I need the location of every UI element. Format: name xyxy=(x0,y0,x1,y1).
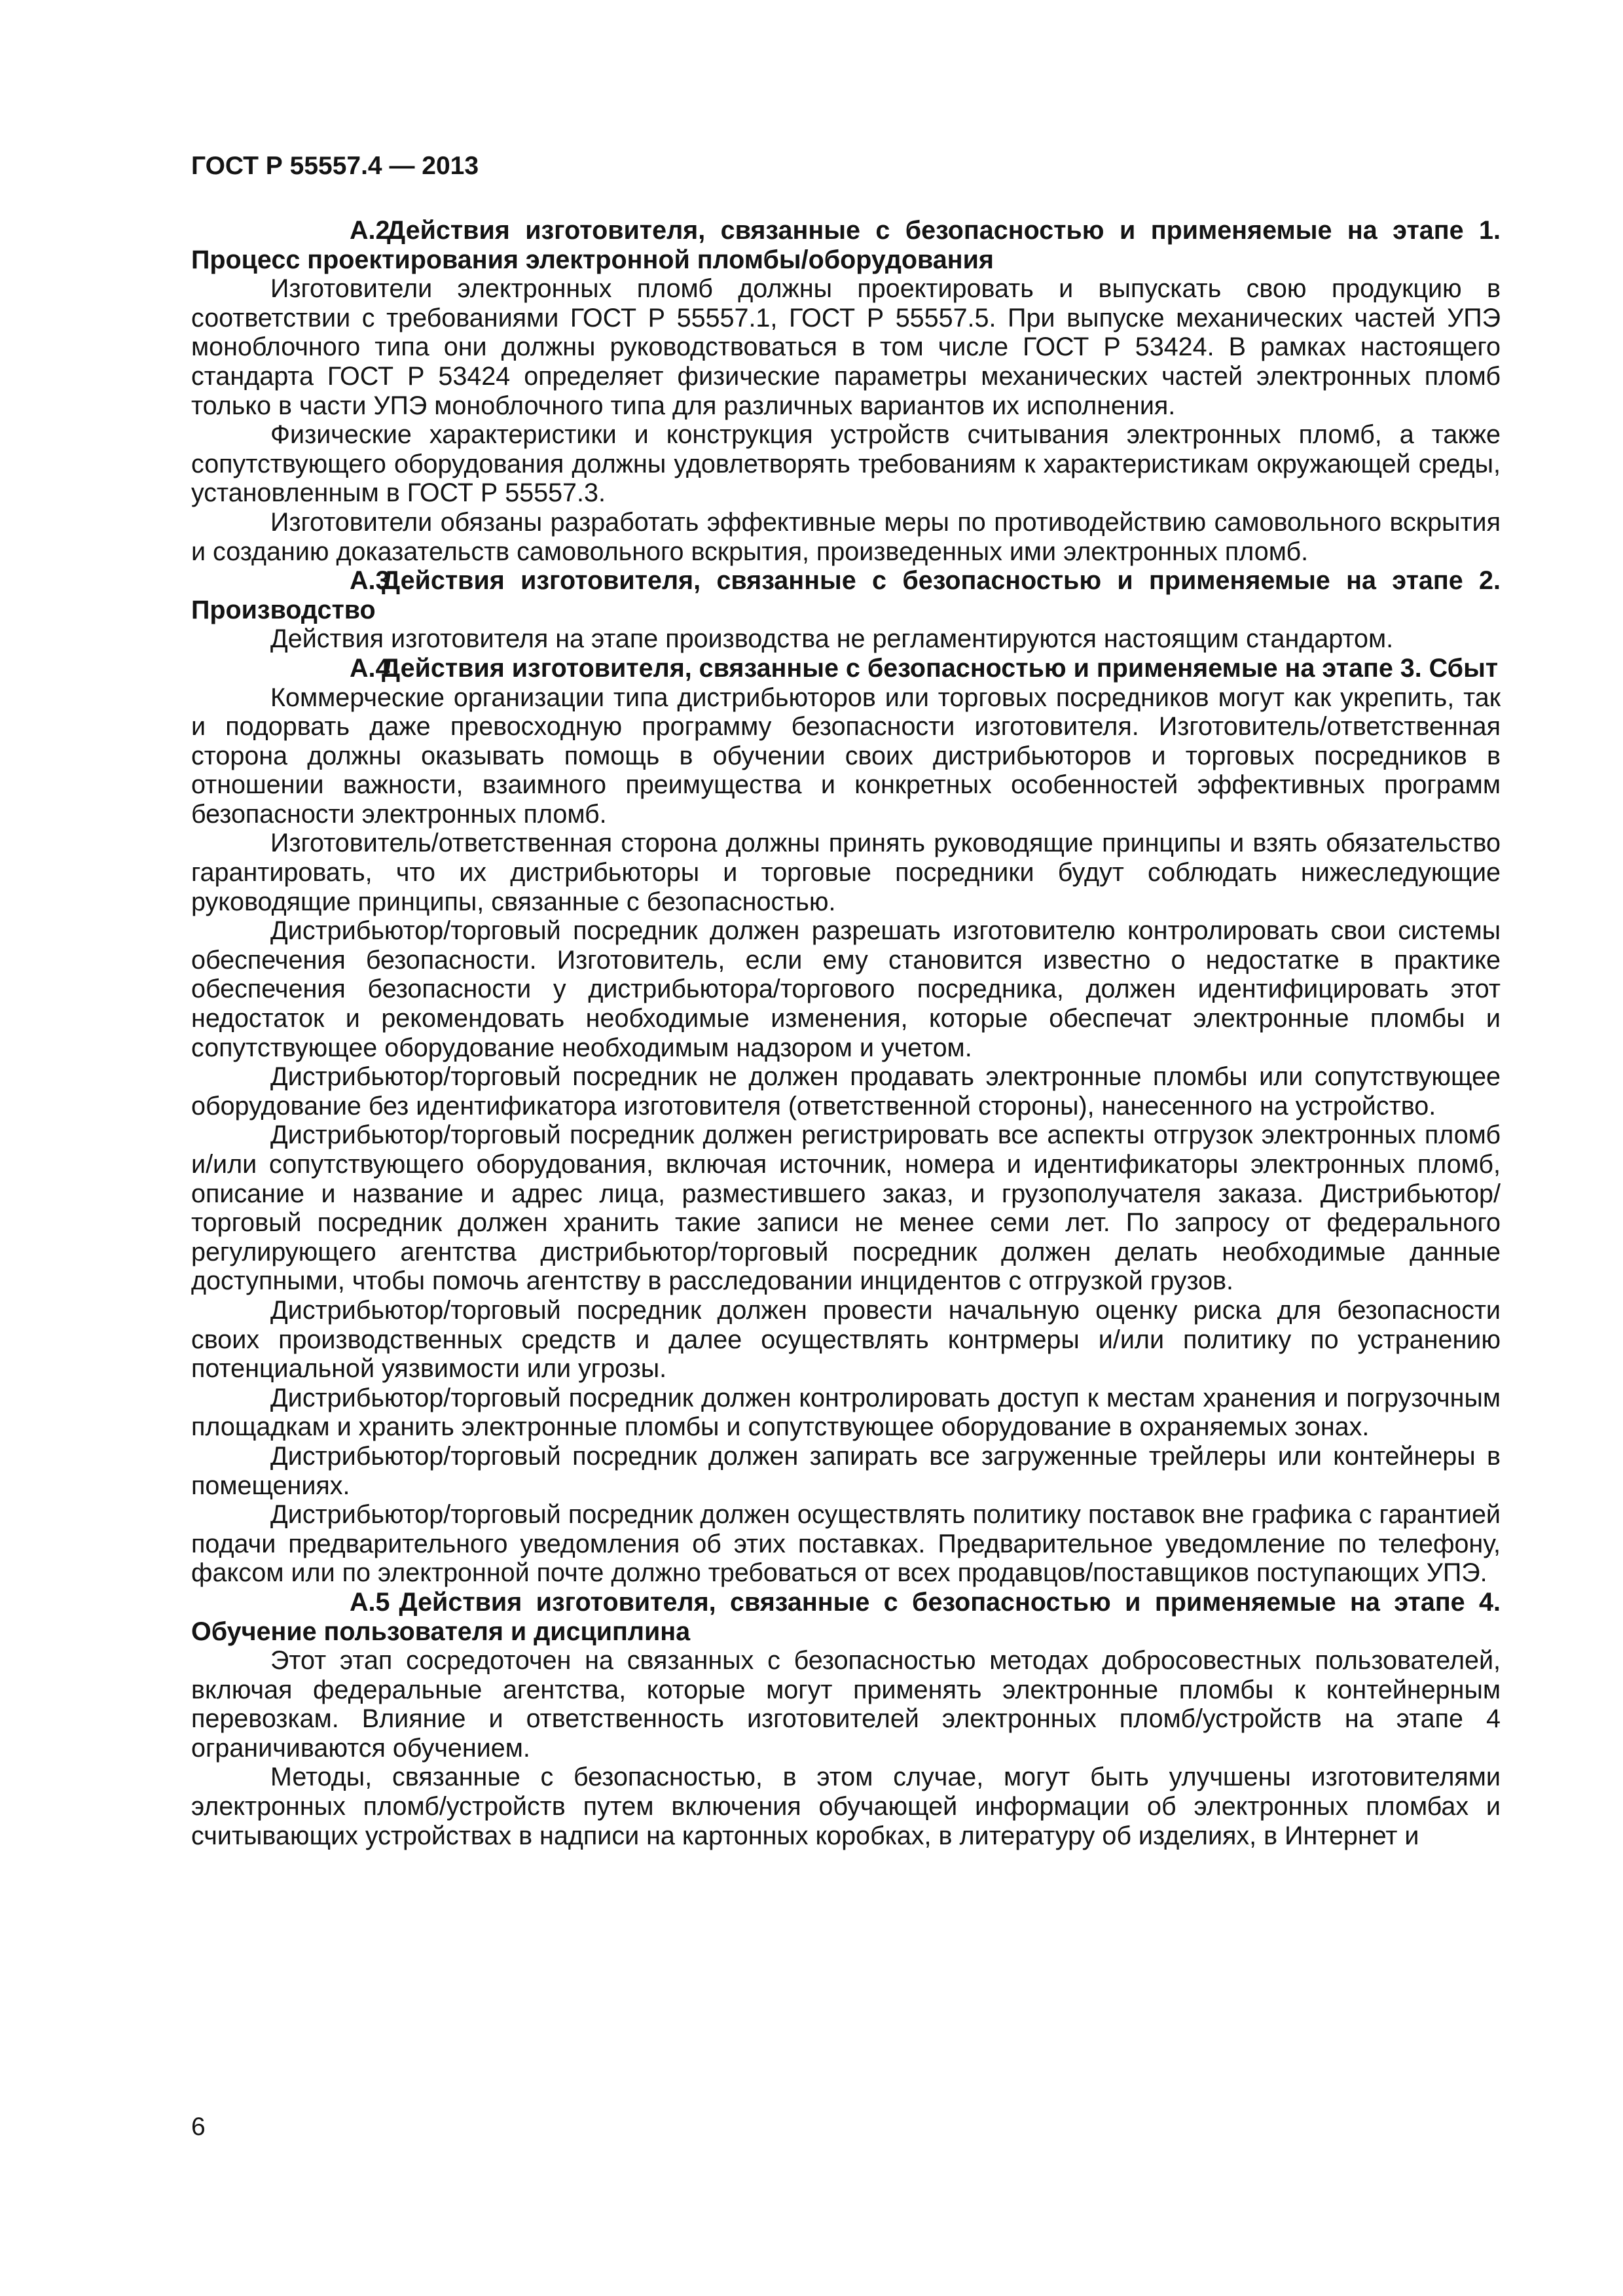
paragraph: Изготовители электронных пломб должны проектировать и выпускать свою продукцию в соответствии с требованиями ГОСТ Р 55557.1, ГОСТ Р 55557.5. При выпуске механических частей УПЭ моноблочного типа они должны руководствоваться в том числе ГОСТ Р 53424. В рамках настоящего стандарта ГОСТ Р 53424 определяет физические параметры механических частей электронных пломб только в части УПЭ моноблочного типа для различных вариантов их исполнения. xyxy=(191,274,1501,420)
paragraph: Дистрибьютор/торговый посредник должен запирать все загруженные трейлеры или контейнеры в помещениях. xyxy=(191,1441,1501,1500)
paragraph: Этот этап сосредоточен на связанных с безопасностью методах добросовестных пользователей, включая федеральные агентства, которые могут применять электронные пломбы к контейнерным перевозкам. Влияние и ответственность изготовителей электронных пломб/устройств на этапе 4 ограничиваются обучением. xyxy=(191,1646,1501,1763)
section-heading-a2 xyxy=(191,216,1501,274)
section-number: А.5 xyxy=(350,1587,390,1617)
paragraph: Дистрибьютор/торговый посредник должен провести начальную оценку риска для безопасности своих производственных средств и далее осуществлять контрмеры и/или политику по устранению потенциальной уязвимости или угрозы. xyxy=(191,1295,1501,1384)
paragraph: Физические характеристики и конструкция устройств считывания электронных пломб, а также сопутствующего оборудования должны удовлетворять требованиям к характеристикам окружающей среды, установленным в ГОСТ Р 55557.3. xyxy=(191,420,1501,508)
paragraph: Дистрибьютор/торговый посредник должен разрешать изготовителю контролировать свои системы обеспечения безопасности. Изготовитель, если ему становится известно о недостатке в практике обеспечения безопасности у дистрибьютора/торгового посредника, должен идентифицировать этот недостаток и рекомендовать необходимые изменения, которые обеспечат электронные пломбы и сопутствующее оборудование необходимым надзором и учетом. xyxy=(191,916,1501,1062)
section-title: Действия изготовителя, связанные с безопасностью и применяемые на этапе 3. Сбыт xyxy=(382,653,1499,683)
paragraph: Дистрибьютор/торговый посредник не должен продавать электронные пломбы или сопутствующее оборудование без идентификатора изготовителя (ответственной стороны), нанесенного на устройство. xyxy=(191,1062,1501,1121)
section-title: Действия изготовителя, связанные с безопасностью и применяемые на этапе 1. Процесс проектирования электронной пломбы/оборудования xyxy=(191,216,1501,274)
section-number: А.3 xyxy=(350,566,390,596)
section-heading-a5 xyxy=(191,1588,1501,1646)
paragraph: Дистрибьютор/торговый посредник должен регистрировать все аспекты отгрузок электронных пломб и/или сопутствующего оборудования, включая источник, номера и идентификаторы электронных пломб, описание и название и адрес лица, разместившего заказ, и грузополучателя заказа. Дистрибьютор/торговый посредник должен хранить такие записи не менее семи лет. По запросу от федерального регулирующего агентства дистрибьютор/торговый посредник должен делать необходимые данные доступными, чтобы помочь агентству в расследовании инцидентов с отгрузкой грузов. xyxy=(191,1121,1501,1296)
page-number: 6 xyxy=(191,2113,206,2141)
section-title: Действия изготовителя, связанные с безопасностью и применяемые на этапе 4. Обучение пользователя и дисциплина xyxy=(191,1587,1501,1646)
paragraph: Методы, связанные с безопасностью, в этом случае, могут быть улучшены изготовителями электронных пломб/устройств путем включения обучающей информации об электронных пломбах и считывающих устройствах в надписи на картонных коробках, в литературу об изделиях, в Интернет и xyxy=(191,1763,1501,1850)
document-page xyxy=(191,0,1501,2296)
paragraph: Изготовители обязаны разработать эффективные меры по противодействию самовольного вскрытия и созданию доказательств самовольного вскрытия, произведенных ими электронных пломб. xyxy=(191,507,1501,566)
section-number: А.4 xyxy=(350,653,390,683)
paragraph: Дистрибьютор/торговый посредник должен контролировать доступ к местам хранения и погрузочным площадкам и хранить электронные пломбы и сопутствующее оборудование в охраняемых зонах. xyxy=(191,1383,1501,1442)
paragraph: Действия изготовителя на этапе производства не регламентируются настоящим стандартом. xyxy=(270,624,1394,654)
paragraph: Изготовитель/ответственная сторона должны принять руководящие принципы и взять обязательство гарантировать, что их дистрибьюторы и торговые посредники будут соблюдать нижеследующие руководящие принципы, связанные с безопасностью. xyxy=(191,829,1501,916)
section-number: А.2 xyxy=(350,216,390,245)
document-header: ГОСТ Р 55557.4 — 2013 xyxy=(191,152,479,180)
section-heading-a4 xyxy=(191,654,1501,683)
section-heading-a3 xyxy=(191,566,1501,624)
document-body xyxy=(191,216,1501,1850)
paragraph: Коммерческие организации типа дистрибьюторов или торговых посредников могут как укрепить, так и подорвать даже превосходную программу безопасности изготовителя. Изготовитель/ответственная сторона должны оказывать помощь в обучении своих дистрибьюторов и торговых посредников в отношении важности, взаимного преимущества и конкретных особенностей эффективных программ безопасности электронных пломб. xyxy=(191,683,1501,829)
paragraph: Дистрибьютор/торговый посредник должен осуществлять политику поставок вне графика с гарантией подачи предварительного уведомления об этих поставках. Предварительное уведомление по телефону, факсом или по электронной почте должно требоваться от всех продавцов/поставщиков поступающих УПЭ. xyxy=(191,1500,1501,1588)
section-title: Действия изготовителя, связанные с безопасностью и применяемые на этапе 2. Производство xyxy=(191,566,1501,624)
